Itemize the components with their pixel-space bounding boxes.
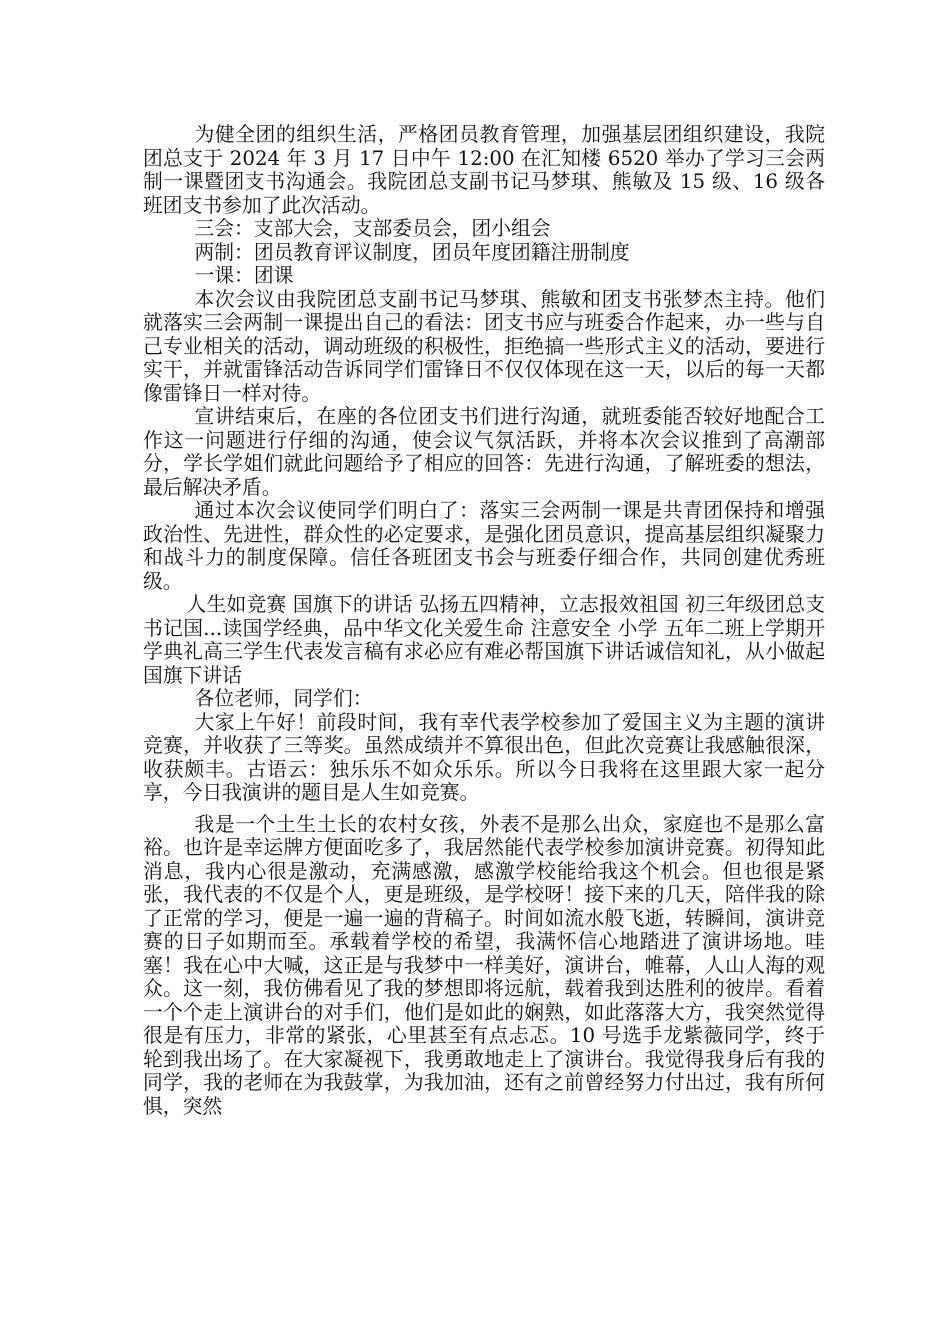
paragraph-intro: 为健全团的组织生活，严格团员教育管理，加强基层团组织建设，我院团总支于 2024 年 3 月 17 日中午 12:00 在汇知楼 6520 举办了学习三会两制一课暨团支书沟通会。我院团总支副书记马梦琪、熊敏及 15 级、16 级各班团支书参加了此次活动。 (143, 123, 825, 217)
paragraph-greeting: 各位老师，同学们： (194, 687, 373, 710)
paragraph-discussion: 宣讲结束后，在座的各位团支书们进行沟通，就班委能否较好地配合工作这一问题进行仔细的沟通，使会议气氛活跃，并将本次会议推到了高潮部分，学长学姐们就此问题给予了相应的回答：先进行沟通，了解班委的想法，最后解决矛盾。 (143, 405, 825, 499)
paragraph-three-meetings: 三会：支部大会，支部委员会，团小组会 (194, 217, 551, 240)
paragraph-speech-opening: 大家上午好！前段时间，我有幸代表学校参加了爱国主义为主题的演讲竞赛，并收获了三等奖。虽然成绩并不算很出色，但此次竞赛让我感触很深，收获颇丰。古语云：独乐乐不如众乐乐。所以今日我将在这里跟大家一起分享，今日我演讲的题目是人生如竞赛。 (143, 710, 825, 804)
paragraph-two-systems: 两制：团员教育评议制度，团员年度团籍注册制度 (194, 240, 630, 264)
paragraph-conclusion: 通过本次会议使同学们明白了：落实三会两制一课是共青团保持和增强政治性、先进性，群众性的必定要求，是强化团员意识，提高基层组织凝聚力和战斗力的制度保障。信任各班团支书会与班委仔细合作，共同创建优秀班级。 (143, 499, 825, 593)
paragraph-related-titles: 人生如竞赛 国旗下的讲话 弘扬五四精神，立志报效祖国 初三年级团总支书记国...读国学经典，品中华文化关爱生命 注意安全 小学 五年二班上学期开学典礼高三学生代表发言稿有求必应有难必帮国旗下讲话诚信知礼，从小做起 国旗下讲话 (143, 593, 825, 687)
paragraph-speech-story: 我是一个土生土长的农村女孩，外表不是那么出众，家庭也不是那么富裕。也许是幸运牌方便面吃多了，我居然能代表学校参加演讲竞赛。初得知此消息，我内心很是激动，充满感激，感激学校能给我这个机会。但也很是紧张，我代表的不仅是个人，更是班级，是学校呀！接下来的几天，陪伴我的除了正常的学习，便是一遍一遍的背稿子。时间如流水般飞逝，转瞬间，演讲竞赛的日子如期而至。承载着学校的希望，我满怀信心地踏进了演讲场地。哇塞！我在心中大喊，这正是与我梦中一样美好，演讲台，帷幕，人山人海的观众。这一刻，我仿佛看见了我的梦想即将远航，载着我到达胜利的彼岸。看着一个个走上演讲台的对手们，他们是如此的娴熟，如此落落大方，我突然觉得很是有压力，非常的紧张，心里甚至有点忐忑。10 号选手龙紫薇同学，终于轮到我出场了。在大家凝视下，我勇敢地走上了演讲台。我觉得我身后有我的同学，我的老师在为我鼓掌，为我加油，还有之前曾经努力付出过，我有所何惧，突然 (143, 812, 825, 1118)
paragraph-meeting-host: 本次会议由我院团总支副书记马梦琪、熊敏和团支书张梦杰主持。他们就落实三会两制一课提出自己的看法：团支书应与班委合作起来，办一些与自己专业相关的活动，调动班级的积极性，拒绝搞一些形式主义的活动，要进行实干，并就雷锋活动告诉同学们雷锋日不仅仅体现在这一天，以后的每一天都像雷锋日一样对待。 (143, 287, 825, 405)
paragraph-one-lesson: 一课：团课 (194, 264, 294, 287)
document-page (143, 123, 825, 1118)
